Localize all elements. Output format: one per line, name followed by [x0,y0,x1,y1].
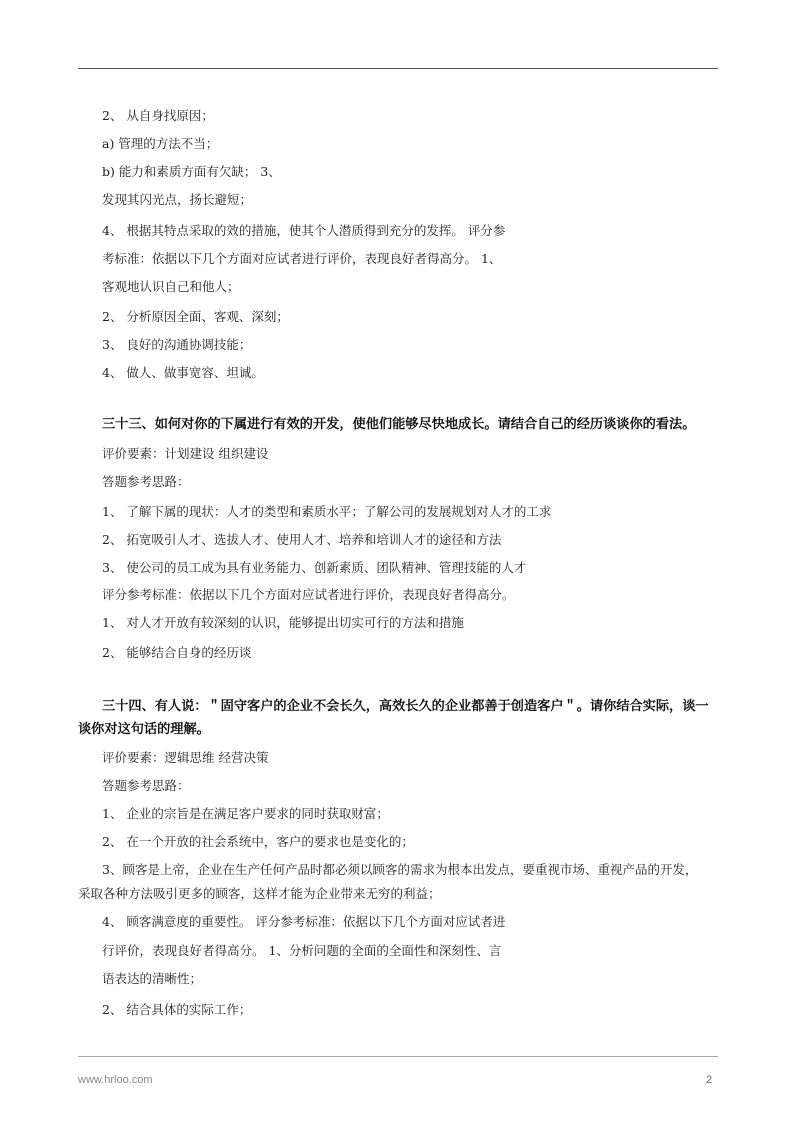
text-line: 1、 对人才开放有较深刻的认识，能够提出切实可行的方法和措施 [102,615,464,630]
question-heading: 三十三、如何对你的下属进行有效的开发，使他们能够尽快地成长。请结合自己的经历谈谈你的看法。 [102,417,696,432]
text-line: 2、 拓宽吸引人才、选拔人才、使用人才、培养和培训人才的途径和方法 [102,532,502,547]
text-line: 4、 顾客满意度的重要性。 评分参考标准：依据以下几个方面对应试者进 [102,914,506,929]
text-line: 评价要素：计划建设 组织建设 [102,446,269,461]
text-line: 2、 结合具体的实际工作； [102,1002,252,1017]
text-line: 采取各种方法吸引更多的顾客，这样才能为企业带来无穷的利益； [78,886,441,901]
text-line: 3、 使公司的员工成为具有业务能力、创新素质、团队精神、管理技能的人才 [102,560,527,575]
text-line: 2、 能够结合自身的经历谈 [102,645,252,660]
text-line: 4、 根据其特点采取的效的措施，使其个人潜质得到充分的发挥。 评分参 [102,223,506,238]
text-line: 答题参考思路： [102,474,190,489]
header-rule [78,68,718,69]
text-line: 考标准：依据以下几个方面对应试者进行评价，表现良好者得高分。 1、 [102,251,502,266]
text-line: 答题参考思路： [102,778,190,793]
text-line: 评价要素：逻辑思维 经营决策 [102,750,269,765]
page-number: 2 [706,1074,713,1086]
text-line: 2、 在一个开放的社会系统中，客户的要求也是变化的； [102,834,414,849]
text-line: 3、顾客是上帝，企业在生产任何产品时都必须以顾客的需求为根本出发点，要重视市场、重视产品的开发， [102,862,698,877]
text-line: 3、 良好的沟通协调技能； [102,337,252,352]
footer-url: www.hrloo.com [78,1074,153,1086]
text-line: 4、 做人、做事宽容、坦诚。 [102,365,264,380]
text-line: 2、 分析原因全面、客观、深刻； [102,309,289,324]
text-line: a) 管理的方法不当； [102,136,219,151]
footer-rule [78,1056,718,1057]
text-line: 评分参考标准：依据以下几个方面对应试者进行评价，表现良好者得高分。 [102,587,515,602]
text-line: b) 能力和素质方面有欠缺； 3、 [102,164,281,179]
text-line: 行评价，表现良好者得高分。 1、分析问题的全面的全面性和深刻性、言 [102,943,502,958]
text-line: 发现其闪光点，扬长避短； [102,192,253,207]
text-line: 客观地认识自己和他人； [102,279,240,294]
text-line: 2、 从自身找原因； [102,108,214,123]
question-heading: 三十四、有人说：＂固守客户的企业不会长久，高效长久的企业都善于创造客户＂。请你结合实际，谈一 [102,699,709,714]
text-line: 语表达的清晰性； [102,971,203,986]
text-line: 1、 企业的宗旨是在满足客户要求的同时获取财富； [102,806,389,821]
text-line: 1、 了解下属的现状：人才的类型和素质水平；了解公司的发展规划对人才的工求 [102,504,552,519]
question-heading-continued: 谈你对这句话的理解。 [78,722,210,737]
